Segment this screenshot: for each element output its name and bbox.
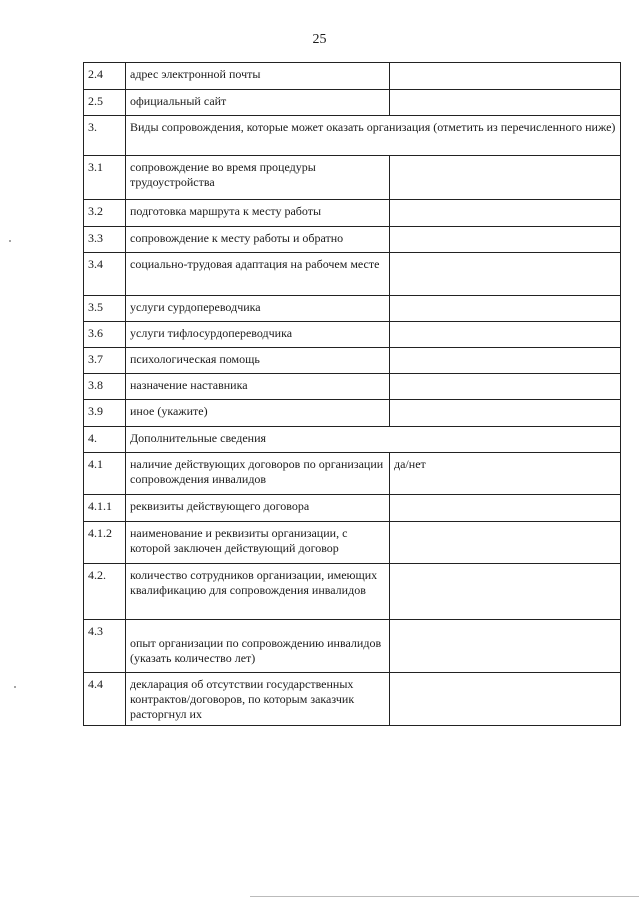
row-value-cell[interactable]: [390, 495, 621, 522]
row-value-cell[interactable]: [390, 63, 621, 90]
row-value-cell[interactable]: да/нет: [390, 453, 621, 495]
row-description: подготовка маршрута к месту работы: [126, 200, 390, 227]
row-description: иное (укажите): [126, 400, 390, 427]
row-value-cell[interactable]: [390, 673, 621, 726]
row-value-cell[interactable]: [390, 296, 621, 322]
row-number: 3.7: [84, 348, 126, 374]
row-description: официальный сайт: [126, 90, 390, 116]
row-number: 3.8: [84, 374, 126, 400]
table-row: [84, 495, 621, 522]
row-number: 3.: [84, 116, 126, 156]
row-description: услуги тифлосурдопереводчика: [126, 322, 390, 348]
row-description: адрес электронной почты: [126, 63, 390, 90]
table-row: [84, 564, 621, 620]
table-row: [84, 253, 621, 296]
row-description: услуги сурдопереводчика: [126, 296, 390, 322]
row-number: 3.3: [84, 227, 126, 253]
row-value-cell[interactable]: [390, 253, 621, 296]
row-description: социально-трудовая адаптация на рабочем месте: [126, 253, 390, 296]
scan-edge-line: [250, 896, 639, 897]
row-description: сопровождение к месту работы и обратно: [126, 227, 390, 253]
row-number: 4.4: [84, 673, 126, 726]
table-row: [84, 90, 621, 116]
row-number: 3.9: [84, 400, 126, 427]
table-row: [84, 427, 621, 453]
row-value-cell[interactable]: [390, 348, 621, 374]
row-description: декларация об отсутствии государственных контрактов/договоров, по которым заказчик расторгнул их: [126, 673, 390, 726]
table-row: [84, 620, 621, 673]
row-value-cell[interactable]: [390, 400, 621, 427]
table-row: [84, 400, 621, 427]
row-number: 4.1: [84, 453, 126, 495]
row-value-cell[interactable]: [390, 227, 621, 253]
row-description: наименование и реквизиты организации, с которой заключен действующий договор: [126, 522, 390, 564]
row-value-cell[interactable]: [390, 200, 621, 227]
row-number: 3.1: [84, 156, 126, 200]
form-table: [83, 62, 621, 726]
page-number: 25: [312, 32, 327, 47]
row-number: 3.4: [84, 253, 126, 296]
table-row: [84, 453, 621, 495]
table-row: [84, 63, 621, 90]
row-value-cell[interactable]: [390, 564, 621, 620]
table-row: [84, 296, 621, 322]
row-value-cell[interactable]: [390, 156, 621, 200]
row-description: наличие действующих договоров по организации сопровождения инвалидов: [126, 453, 390, 495]
table-row: [84, 200, 621, 227]
row-description: количество сотрудников организации, имеющих квалификацию для сопровождения инвалидов: [126, 564, 390, 620]
row-value-cell[interactable]: [390, 620, 621, 673]
row-number: 4.1.1: [84, 495, 126, 522]
table-row: [84, 156, 621, 200]
row-value-cell[interactable]: [390, 522, 621, 564]
table-row: [84, 348, 621, 374]
table-row: [84, 227, 621, 253]
row-description: психологическая помощь: [126, 348, 390, 374]
row-number: 4.2.: [84, 564, 126, 620]
row-number: 3.5: [84, 296, 126, 322]
table-row: [84, 522, 621, 564]
scan-speck: [9, 240, 11, 242]
section-heading: Виды сопровождения, которые может оказать организация (отметить из перечисленного ниже): [126, 116, 621, 156]
table-row: [84, 673, 621, 726]
section-heading: Дополнительные сведения: [126, 427, 621, 453]
row-description: назначение наставника: [126, 374, 390, 400]
row-number: 3.2: [84, 200, 126, 227]
row-number: 4.1.2: [84, 522, 126, 564]
table-row: [84, 116, 621, 156]
row-value-cell[interactable]: [390, 90, 621, 116]
scan-speck: [14, 686, 16, 688]
row-number: 3.6: [84, 322, 126, 348]
row-value-cell[interactable]: [390, 322, 621, 348]
row-number: 4.: [84, 427, 126, 453]
row-value-cell[interactable]: [390, 374, 621, 400]
row-description: опыт организации по сопровождению инвалидов (указать количество лет): [126, 620, 390, 673]
row-description: реквизиты действующего договора: [126, 495, 390, 522]
row-number: 2.4: [84, 63, 126, 90]
row-number: 4.3: [84, 620, 126, 673]
row-description: сопровождение во время процедуры трудоустройства: [126, 156, 390, 200]
row-number: 2.5: [84, 90, 126, 116]
table-row: [84, 322, 621, 348]
table-row: [84, 374, 621, 400]
